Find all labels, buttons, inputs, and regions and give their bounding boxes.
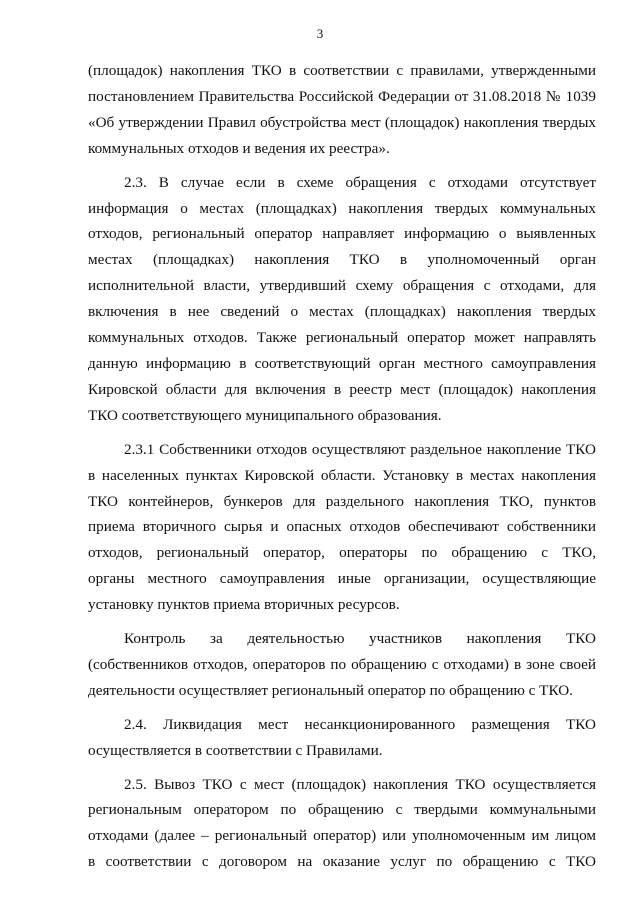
paragraph [88,712,596,764]
paragraph-line: Контроль за деятельностью участников накопления ТКО [124,630,596,648]
paragraph [88,437,596,618]
paragraph-line: в соответствии с договором на оказание услуг по обращению с ТКО [88,853,596,871]
paragraph-line: ТКО соответствующего муниципального образования. [88,406,442,424]
paragraph-line: (собственников отходов, операторов по обращению с отходами) в зоне своей [88,655,596,673]
paragraph [88,58,596,162]
paragraph-line: «Об утверждении Правил обустройства мест (площадок) накопления твердых [88,113,596,131]
paragraph-line: данную информацию в соответствующий орган местного самоуправления [88,354,596,372]
paragraph-line: установку пунктов приема вторичных ресурсов. [88,596,400,614]
paragraph-line: коммунальных отходов. Также региональный оператор может направлять [88,329,596,347]
paragraph [88,170,596,429]
paragraph-line: ТКО контейнеров, бункеров для раздельного накопления ТКО, пунктов [88,492,596,510]
paragraph-line: Кировской области для включения в реестр мест (площадок) накопления [88,380,596,398]
paragraph-line: местах (площадках) накопления ТКО в уполномоченный орган [88,251,596,269]
paragraph-line: коммунальных отходов и ведения их реестра». [88,139,390,157]
paragraph-line: 2.5. Вывоз ТКО с мест (площадок) накопления ТКО осуществляется [124,775,596,793]
paragraph-line: отходов, региональный оператор, операторы по обращению с ТКО, [88,544,596,562]
paragraph-line: отходов, региональный оператор направляет информацию о выявленных [88,225,596,243]
paragraph-line: включения в нее сведений о местах (площадках) накопления твердых [88,303,596,321]
paragraph-line: деятельности осуществляет региональный оператор по обращению с ТКО. [88,681,573,699]
paragraph-line: в населенных пунктах Кировской области. Установку в местах накопления [88,466,596,484]
paragraph-line: информация о местах (площадках) накопления твердых коммунальных [88,199,596,217]
document-body [88,58,596,875]
paragraph-line: постановлением Правительства Российской Федерации от 31.08.2018 № 1039 [88,87,596,105]
paragraph-line: региональным оператором по обращению с твердыми коммунальными [88,801,596,819]
paragraph-line: исполнительной власти, утвердивший схему обращения с отходами, для [88,277,596,295]
paragraph [88,626,596,704]
paragraph-line: 2.3. В случае если в схеме обращения с отходами отсутствует [124,173,596,191]
paragraph-line: 2.4. Ликвидация мест несанкционированного размещения ТКО [124,715,596,733]
paragraph-line: отходами (далее – региональный оператор) или уполномоченным им лицом [88,827,596,845]
page-number: 3 [316,26,324,41]
paragraph-line: органы местного самоуправления иные организации, осуществляющие [88,570,596,588]
paragraph-line: 2.3.1 Собственники отходов осуществляют раздельное накопление ТКО [124,440,596,458]
paragraph-line: осуществляется в соответствии с Правилами. [88,741,383,759]
paragraph [88,772,596,876]
paragraph-line: приема вторичного сырья и опасных отходов обеспечивают собственники [88,518,596,536]
paragraph-line: (площадок) накопления ТКО в соответствии с правилами, утвержденными [88,62,596,79]
